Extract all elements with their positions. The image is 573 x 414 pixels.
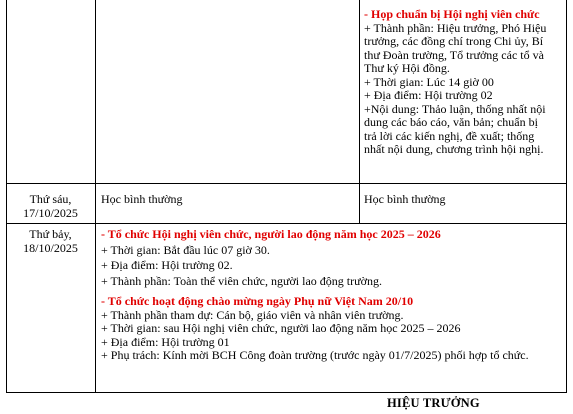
morning-cell-friday <box>101 193 356 207</box>
meeting-line: +Nội dung: Thảo luận, thống nhất nội <box>364 101 546 116</box>
meeting-line: Thư ký Hội đồng. <box>364 61 450 75</box>
section-heading: - Tổ chức hoạt động chào mừng ngày Phụ nữ Việt Nam 20/10 <box>101 294 414 308</box>
row-divider-1 <box>6 183 567 184</box>
date-label: 18/10/2025 <box>23 240 78 255</box>
section-line: + Thành phần tham dự: Cán bộ, giáo viên và nhân viên trường. <box>101 307 404 322</box>
afternoon-cell-friday <box>364 193 564 207</box>
table-border-bottom <box>6 392 567 393</box>
afternoon-text: Học bình thường <box>364 192 446 206</box>
table-border-col2 <box>359 0 360 224</box>
meeting-heading: - Họp chuẩn bị Hội nghị viên chức <box>364 7 540 21</box>
section-line: + Thời gian: Bắt đầu lúc 07 giờ 30. <box>101 242 270 257</box>
meeting-line: dung các báo cáo, văn bản; chuẩn bị <box>364 115 538 129</box>
morning-text: Học bình thường <box>101 192 183 206</box>
section-heading: - Tổ chức Hội nghị viên chức, người lao động năm học 2025 – 2026 <box>101 227 441 241</box>
day-label: Thứ sáu, <box>29 192 72 206</box>
meeting-line: nhất nội dung, chương trình hội nghị. <box>364 142 544 156</box>
table-border-col1 <box>95 0 96 393</box>
section-line: + Địa điểm: Hội trường 02. <box>101 258 233 272</box>
meeting-line: + Địa điểm: Hội trường 02 <box>364 88 493 102</box>
table-row <box>364 8 564 157</box>
meeting-line: + Thời gian: Lúc 14 giờ 00 <box>364 74 494 89</box>
meeting-line: trả lời các kiến nghị, đề xuất; thống <box>364 128 535 143</box>
signature-title: HIỆU TRƯỞNG <box>387 396 480 410</box>
day-label: Thứ bảy, <box>29 227 72 241</box>
row-divider-2 <box>6 223 567 224</box>
section-line: + Phụ trách: Kính mời BCH Công đoàn trường (trước ngày 01/7/2025) phối hợp tổ chức. <box>101 348 529 362</box>
meeting-line: thư Đoàn trường, Tổ trưởng các tổ và <box>364 47 544 62</box>
day-cell-friday <box>6 193 95 220</box>
saturday-content <box>101 228 563 363</box>
section-line: + Thành phần: Toàn thể viên chức, người lao động trường. <box>101 273 382 288</box>
section-line: + Địa điểm: Hội trường 01 <box>101 334 230 349</box>
day-cell-saturday <box>6 228 95 255</box>
meeting-line: + Thành phần: Hiệu trưởng, Phó Hiệu <box>364 20 547 35</box>
table-border-right <box>566 0 567 393</box>
section-line: + Thời gian: sau Hội nghị viên chức, người lao động năm học 2025 – 2026 <box>101 321 461 335</box>
meeting-line: trưởng, các đồng chí trong Chi ủy, Bí <box>364 34 544 48</box>
date-label: 17/10/2025 <box>23 205 78 220</box>
